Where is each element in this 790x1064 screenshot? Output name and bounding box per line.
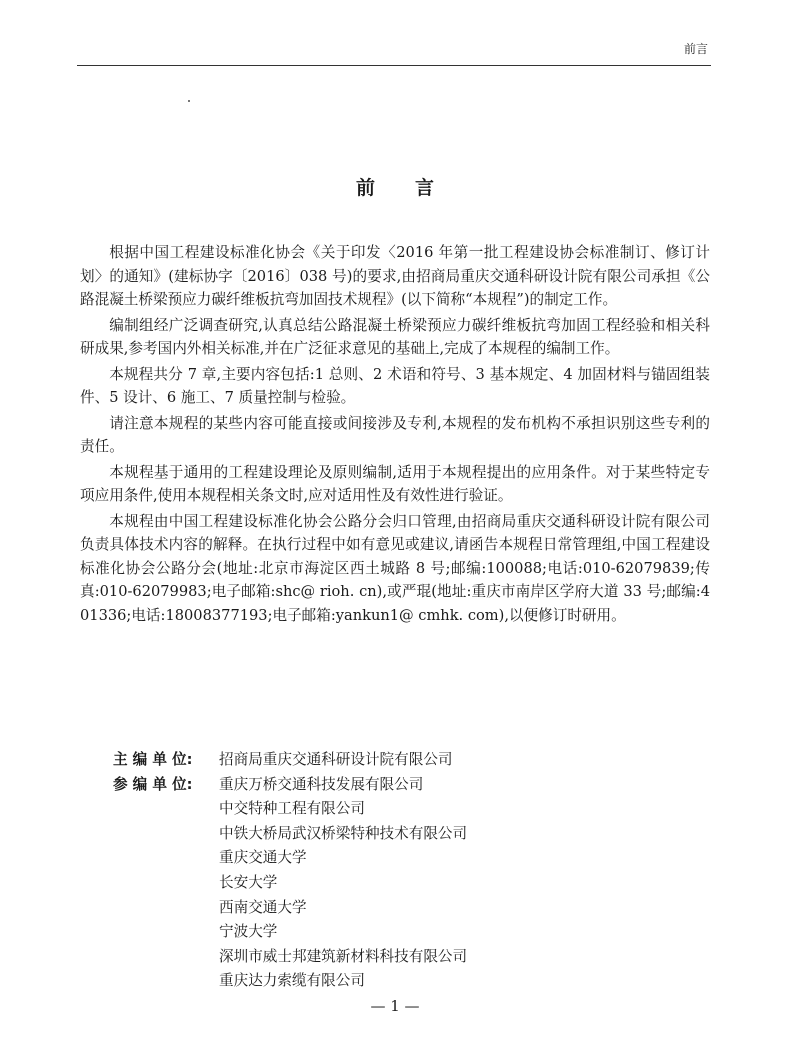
participating-unit-row <box>113 920 467 945</box>
paragraph: 编制组经广泛调查研究,认真总结公路混凝土桥梁预应力碳纤维板抗弯加固工程经验和相关科研成果,参考国内外相关标准,并在广泛征求意见的基础上,完成了本规程的编制工作。 <box>80 316 710 357</box>
participating-unit-name: 重庆万桥交通科技发展有限公司 <box>219 775 424 793</box>
participating-unit-row <box>113 969 467 994</box>
units-list <box>113 748 467 994</box>
paragraph: 本规程由中国工程建设标准化协会公路分会归口管理,由招商局重庆交通科研设计院有限公司负责具体技术内容的解释。在执行过程中如有意见或建议,请函告本规程日常管理组,中国工程建设标准化协会公路分会(地址:北京市海淀区西土城路 8 号;邮编:100088;电话:010-62079839;传真:010-62079983;电子邮箱:shc@ rioh. cn),或严琨(地址:重庆市南岸区学府大道 33 号;邮编:401336;电话:18008377193;电子邮箱:yankun1@ cmhk. com),以便修订时研用。 <box>80 512 710 624</box>
participating-unit-name: 西南交通大学 <box>219 898 307 916</box>
participating-unit-name: 重庆达力索缆有限公司 <box>219 972 365 990</box>
header-rule <box>77 65 711 66</box>
participating-unit-label: 参 编 单 位: <box>113 775 193 793</box>
participating-unit-row <box>113 871 467 896</box>
chief-unit-name: 招商局重庆交通科研设计院有限公司 <box>219 751 453 768</box>
paragraph: 根据中国工程建设标准化协会《关于印发〈2016 年第一批工程建设协会标准制订、修订计划〉的通知》(建标协字〔2016〕038 号)的要求,由招商局重庆交通科研设计院有限公司承担《公路混凝土桥梁预应力碳纤维板抗弯加固技术规程》(以下简称“本规程”)的制定工作。 <box>80 244 710 308</box>
participating-unit-row <box>113 822 467 847</box>
participating-unit-name: 中铁大桥局武汉桥梁特种技术有限公司 <box>219 824 468 842</box>
participating-unit-row <box>113 846 467 871</box>
chief-unit-label: 主 编 单 位: <box>113 751 193 768</box>
chief-unit-row <box>113 748 467 773</box>
paragraph: 请注意本规程的某些内容可能直接或间接涉及专利,本规程的发布机构不承担识别这些专利的责任。 <box>80 414 710 455</box>
participating-unit-name: 中交特种工程有限公司 <box>219 800 365 818</box>
participating-unit-row <box>113 797 467 822</box>
participating-unit-name: 重庆交通大学 <box>219 849 307 867</box>
participating-unit-row <box>113 896 467 921</box>
print-speck <box>188 100 190 102</box>
participating-unit-name: 宁波大学 <box>219 923 278 941</box>
running-head: 前言 <box>683 42 708 56</box>
participating-unit-row <box>113 773 467 798</box>
page-number: — 1 — <box>370 997 420 1015</box>
paragraph: 本规程基于通用的工程建设理论及原则编制,适用于本规程提出的应用条件。对于某些特定专项应用条件,使用本规程相关条文时,应对适用性及有效性进行验证。 <box>80 463 710 504</box>
participating-unit-row <box>113 945 467 970</box>
preface-body <box>80 241 710 629</box>
participating-unit-name: 长安大学 <box>219 873 278 891</box>
participating-unit-name: 深圳市威士邦建筑新材料科技有限公司 <box>219 947 468 965</box>
paragraph: 本规程共分 7 章,主要内容包括:1 总则、2 术语和符号、3 基本规定、4 加固材料与锚固组装件、5 设计、6 施工、7 质量控制与检验。 <box>80 365 710 406</box>
page-title: 前言 <box>355 177 474 199</box>
